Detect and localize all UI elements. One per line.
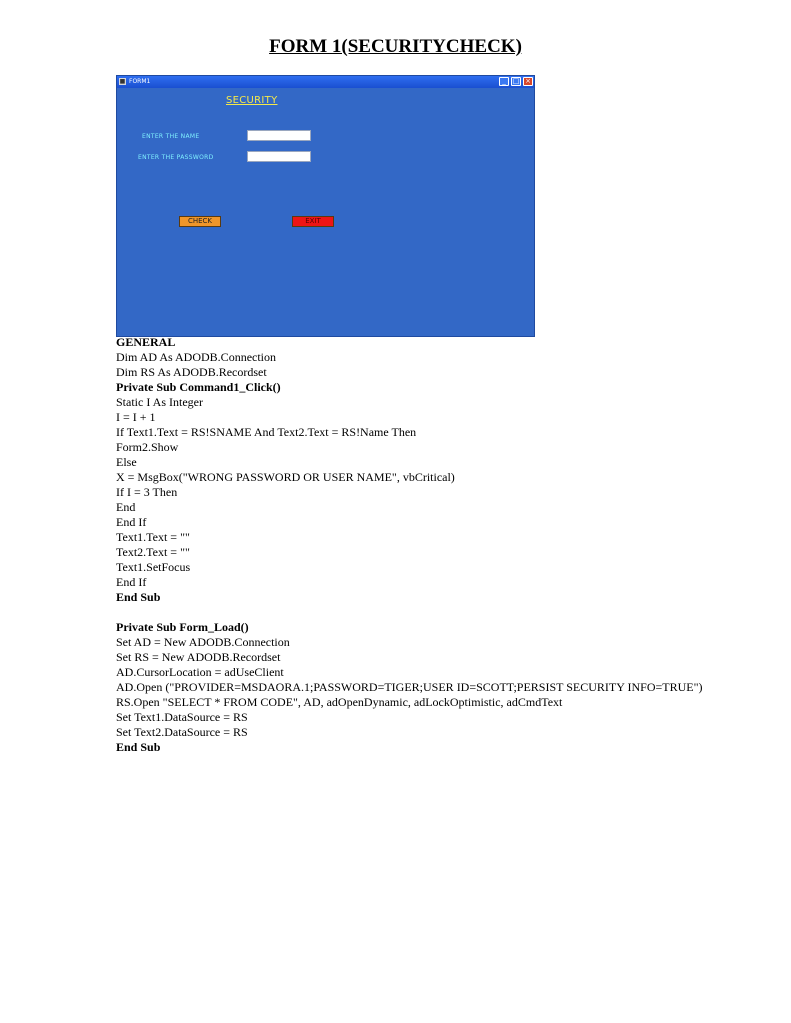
code-line: End Sub bbox=[116, 740, 161, 754]
code-line: Dim AD As ADODB.Connection bbox=[116, 350, 277, 364]
code-line: Private Sub Form_Load() bbox=[116, 620, 249, 634]
code-line: If I = 3 Then bbox=[116, 485, 178, 499]
code-line: Dim RS As ADODB.Recordset bbox=[116, 365, 267, 379]
code-line: Else bbox=[116, 455, 137, 469]
check-button[interactable]: CHECK bbox=[179, 216, 221, 227]
code-listing bbox=[116, 335, 736, 755]
name-input[interactable] bbox=[247, 130, 311, 141]
code-line: Set RS = New ADODB.Recordset bbox=[116, 650, 281, 664]
code-line bbox=[116, 605, 736, 620]
password-label: ENTER THE PASSWORD bbox=[138, 154, 214, 161]
code-line: Static I As Integer bbox=[116, 395, 203, 409]
page-title: FORM 1(SECURITYCHECK) bbox=[269, 36, 522, 57]
code-line: If Text1.Text = RS!SNAME And Text2.Text = RS!Name Then bbox=[116, 425, 417, 439]
vb-form-icon: ■ bbox=[119, 78, 126, 85]
minimize-icon[interactable]: _ bbox=[499, 77, 509, 86]
code-line: X = MsgBox("WRONG PASSWORD OR USER NAME", vbCritical) bbox=[116, 470, 455, 484]
code-line: End If bbox=[116, 575, 147, 589]
code-line: AD.CursorLocation = adUseClient bbox=[116, 665, 284, 679]
code-line: GENERAL bbox=[116, 335, 176, 349]
maximize-icon[interactable]: □ bbox=[512, 77, 520, 85]
code-line: AD.Open ("PROVIDER=MSDAORA.1;PASSWORD=TIGER;USER ID=SCOTT;PERSIST SECURITY INFO=TRUE") bbox=[116, 680, 703, 694]
form1-window bbox=[116, 75, 535, 337]
code-line: Set Text1.DataSource = RS bbox=[116, 710, 248, 724]
exit-button[interactable]: EXIT bbox=[292, 216, 334, 227]
code-line: Text1.Text = "" bbox=[116, 530, 190, 544]
code-line: End bbox=[116, 500, 136, 514]
code-line: End Sub bbox=[116, 590, 161, 604]
code-line: Set Text2.DataSource = RS bbox=[116, 725, 248, 739]
window-titlebar[interactable] bbox=[117, 76, 534, 88]
code-line: End If bbox=[116, 515, 147, 529]
name-label: ENTER THE NAME bbox=[142, 133, 200, 140]
code-line: RS.Open "SELECT * FROM CODE", AD, adOpenDynamic, adLockOptimistic, adCmdText bbox=[116, 695, 563, 709]
security-heading: SECURITY bbox=[226, 95, 278, 106]
code-line: Form2.Show bbox=[116, 440, 179, 454]
code-line: Private Sub Command1_Click() bbox=[116, 380, 281, 394]
code-line: Text1.SetFocus bbox=[116, 560, 191, 574]
close-icon[interactable]: × bbox=[523, 77, 533, 86]
code-line: Text2.Text = "" bbox=[116, 545, 190, 559]
code-line: Set AD = New ADODB.Connection bbox=[116, 635, 290, 649]
code-line: I = I + 1 bbox=[116, 410, 156, 424]
password-input[interactable] bbox=[247, 151, 311, 162]
window-title: FORM1 bbox=[129, 78, 151, 85]
